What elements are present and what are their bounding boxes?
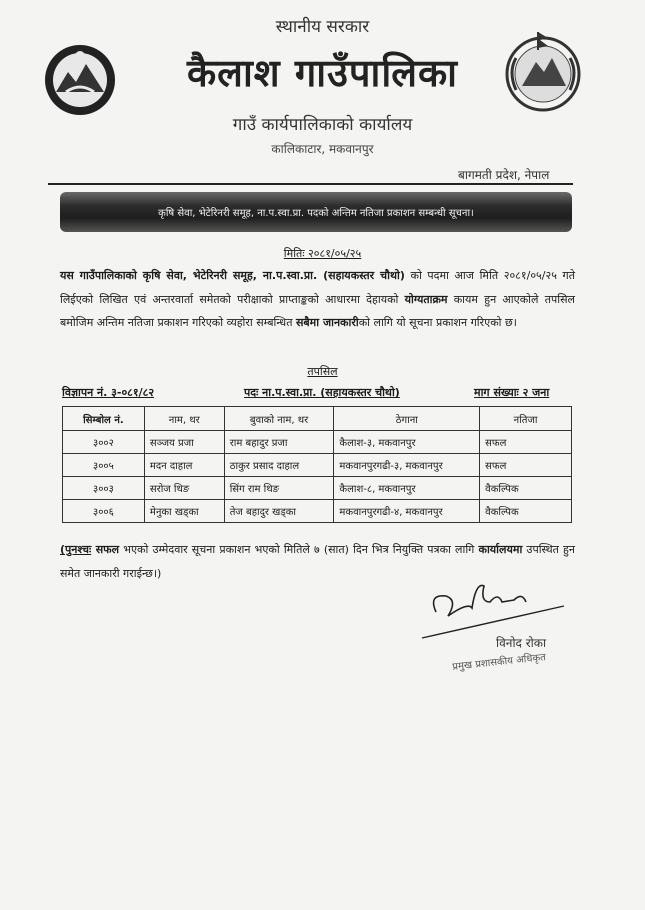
cell-name: मेनुका खड्का [144, 500, 224, 523]
cell-father-name: राम बहादुर प्रजा [224, 431, 334, 454]
schedule-heading: तपसिल [307, 365, 338, 378]
postscript-office: कार्यालयमा [478, 543, 523, 556]
results-table [62, 406, 572, 523]
province-label: बागमती प्रदेश, नेपाल [458, 168, 550, 182]
table-header-row [63, 407, 572, 431]
demand-count: माग संख्याः २ जना [474, 386, 550, 399]
notice-body-paragraph [60, 264, 575, 335]
header-divider [48, 183, 573, 185]
body-text-2: कायम हुन आएकोले तपसिल बमोजिम अन्तिम नतिजा प्रकाशन गरिएको व्यहोरा सम्बन्धित [60, 292, 575, 329]
signatory-title: प्रमुख प्रशासकीय अधिकृत [451, 652, 547, 673]
cell-result: सफल [480, 454, 572, 477]
advertisement-number: विज्ञापन नं. ३-०८१/८२ [62, 386, 155, 399]
table-row [63, 500, 572, 523]
table-row [63, 431, 572, 454]
notice-title: कृषि सेवा, भेटेरिनरी समूह, ना.प.स्वा.प्रा. पदको अन्तिम नतिजा प्रकाशन सम्बन्धी सूचना। [158, 208, 474, 219]
postscript-label: (पुनश्चः [60, 543, 92, 556]
col-header-result: नतिजा [480, 407, 572, 431]
cell-name: सरोज थिङ [144, 477, 224, 500]
municipality-title: कैलाश गाउँपालिका [187, 51, 458, 95]
cell-result: सफल [480, 431, 572, 454]
cell-symbol: ३००५ [63, 454, 145, 477]
cell-symbol: ३००६ [63, 500, 145, 523]
header-local-govt: स्थानीय सरकार [275, 17, 370, 37]
post-name: पदः ना.प.स्वा.प्रा. (सहायकस्तर चौथो) [244, 386, 400, 399]
cell-father-name: तेज बहादुर खड्का [224, 500, 334, 523]
col-header-father-name: बुवाको नाम, थर [224, 407, 334, 431]
notice-date: मितिः २०८१/०५/२५ [283, 247, 362, 260]
cell-name: सञ्जय प्रजा [144, 431, 224, 454]
cell-address: कैलाश-३, मकवानपुर [334, 431, 480, 454]
body-merit-order: योग्यताक्रम [404, 292, 448, 306]
body-text-3: को लागि यो सूचना प्रकाशन गरिएको छ। [358, 316, 517, 329]
cell-name: मदन दाहाल [144, 454, 224, 477]
body-text-1: को पदमा आज मिति २०८१/०५/२५ गते लिईएको लिखित एवं अन्तरवार्ता समेतको परीक्षाको प्राप्ताङ्कको आधारमा देहायको [60, 269, 575, 306]
cell-address: मकवानपुरगढी-४, मकवानपुर [334, 500, 480, 523]
cell-result: वैकल्पिक [480, 500, 572, 523]
col-header-name: नाम, थर [144, 407, 224, 431]
postscript-success: सफल [91, 543, 120, 556]
cell-result: वैकल्पिक [480, 477, 572, 500]
cell-father-name: सिंग राम थिङ [224, 477, 334, 500]
handwritten-signature [418, 572, 568, 642]
postscript-text-1: भएको उम्मेदवार सूचना प्रकाशन भएको मितिले ७ (सात) दिन भित्र नियुक्ति पत्रका लागि [119, 543, 479, 556]
col-header-address: ठेगाना [334, 407, 480, 431]
cell-symbol: ३००२ [63, 431, 145, 454]
body-intro: यस गाउँपालिकाको कृषि सेवा, भेटेरिनरी समूह, ना.प.स्वा.प्रा. (सहायकस्तर चौथो) [60, 269, 405, 282]
cell-address: मकवानपुरगढी-३, मकवानपुर [334, 454, 480, 477]
office-name: गाउँ कार्यपालिकाको कार्यालय [232, 115, 413, 135]
cell-father-name: ठाकुर प्रसाद दाहाल [224, 454, 334, 477]
signatory-name: विनोद रोका [496, 636, 547, 650]
table-row [63, 454, 572, 477]
cell-symbol: ३००३ [63, 477, 145, 500]
body-all-info: सबैमा जानकारी [295, 316, 359, 329]
cell-address: कैलाश-८, मकवानपुर [334, 477, 480, 500]
col-header-symbol: सिम्बोल नं. [63, 407, 145, 431]
postscript-text-2: उपस्थित हुन समेत जानकारी गराईन्छ।) [60, 543, 575, 580]
table-row [63, 477, 572, 500]
office-address: कालिकाटार, मकवानपुर [271, 142, 374, 156]
